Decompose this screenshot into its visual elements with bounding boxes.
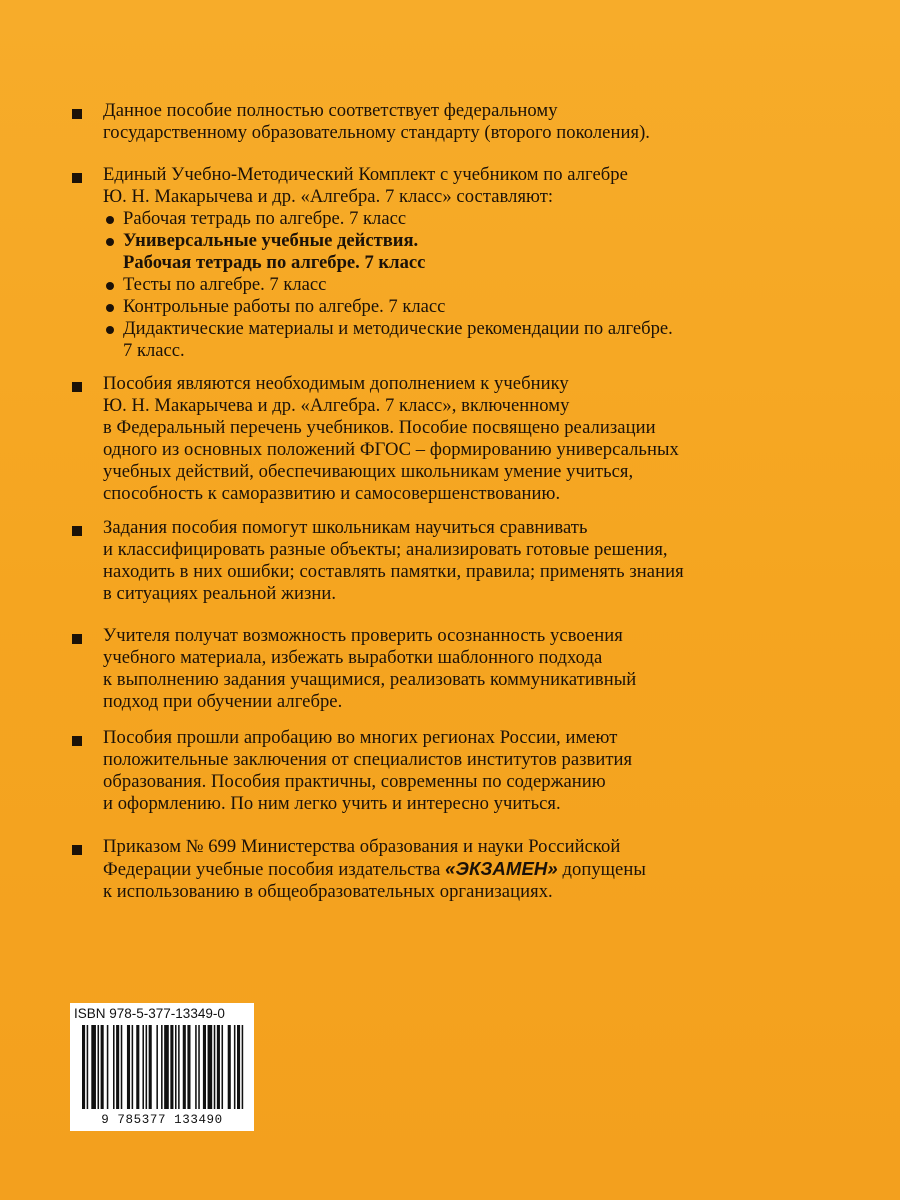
text-line: Пособия прошли апробацию во многих регионах России, имеют	[103, 727, 618, 748]
text-line: 7 класс.	[123, 340, 185, 361]
square-bullet-icon	[72, 526, 82, 536]
square-bullet-icon	[72, 736, 82, 746]
text-line: Универсальные учебные действия.	[123, 230, 419, 251]
text-line: и оформлению. По ним легко учить и интересно учиться.	[103, 793, 561, 814]
text-line	[103, 858, 852, 881]
text-line: одного из основных положений ФГОС – формированию универсальных	[103, 439, 679, 460]
paragraph-umk	[72, 164, 852, 362]
round-bullet-icon	[106, 282, 114, 290]
text-line: Ю. Н. Макарычева и др. «Алгебра. 7 класс», включенному	[103, 395, 570, 416]
paragraph-tasks	[72, 517, 852, 605]
umk-list-item	[103, 318, 852, 362]
text-line: Рабочая тетрадь по алгебре. 7 класс	[123, 208, 407, 229]
square-bullet-icon	[72, 109, 82, 119]
isbn-barcode	[70, 1003, 254, 1131]
round-bullet-icon	[106, 304, 114, 312]
round-bullet-icon	[106, 326, 114, 334]
text-line: образования. Пособия практичны, современны по содержанию	[103, 771, 606, 792]
umk-list-item	[103, 296, 852, 318]
umk-list-item	[103, 208, 852, 230]
text-line: Задания пособия помогут школьникам научиться сравнивать	[103, 517, 588, 538]
text-line: способность к саморазвитию и самосовершенствованию.	[103, 483, 561, 504]
text-line: Дидактические материалы и методические рекомендации по алгебре.	[123, 318, 673, 339]
text-line: государственному образовательному стандарту (второго поколения).	[103, 122, 651, 143]
text-line: к выполнению задания учащимися, реализовать коммуникативный	[103, 669, 637, 690]
paragraph-teachers	[72, 625, 852, 713]
text-line: учебных действий, обеспечивающих школьникам умение учиться,	[103, 461, 634, 482]
round-bullet-icon	[106, 216, 114, 224]
publisher-name: «ЭКЗАМЕН»	[445, 858, 558, 879]
umk-list	[103, 208, 852, 362]
round-bullet-icon	[106, 238, 114, 246]
text-line: Рабочая тетрадь по алгебре. 7 класс	[123, 252, 426, 273]
text-line: Данное пособие полностью соответствует федеральному	[103, 100, 558, 121]
text-line: Тесты по алгебре. 7 класс	[123, 274, 327, 295]
square-bullet-icon	[72, 173, 82, 183]
ean-digits: 9 785377 133490	[101, 1113, 223, 1127]
square-bullet-icon	[72, 634, 82, 644]
text-line: Единый Учебно-Методический Комплект с учебником по алгебре	[103, 164, 628, 185]
text-line: учебного материала, избежать выработки шаблонного подхода	[103, 647, 603, 668]
umk-list-item	[103, 274, 852, 296]
text-line: находить в них ошибки; составлять памятки, правила; применять знания	[103, 561, 684, 582]
isbn-label: ISBN 978-5-377-13349-0	[74, 1006, 225, 1021]
barcode-icon	[70, 1023, 254, 1113]
text-line: Пособия являются необходимым дополнением к учебнику	[103, 373, 569, 394]
square-bullet-icon	[72, 845, 82, 855]
text-line: в Федеральный перечень учебников. Пособие посвящено реализации	[103, 417, 656, 438]
paragraph-approbation	[72, 727, 852, 815]
text-line: в ситуациях реальной жизни.	[103, 583, 337, 604]
text-fragment: Федерации учебные пособия издательства	[103, 859, 446, 880]
paragraph-order	[72, 836, 852, 903]
umk-list-item	[103, 230, 852, 274]
paragraph-standard	[72, 100, 852, 144]
square-bullet-icon	[72, 382, 82, 392]
text-line: подход при обучении алгебре.	[103, 691, 343, 712]
paragraph-supplement	[72, 373, 852, 505]
text-line: Ю. Н. Макарычева и др. «Алгебра. 7 класс» составляют:	[103, 186, 554, 207]
text-line: и классифицировать разные объекты; анализировать готовые решения,	[103, 539, 668, 560]
text-line: Приказом № 699 Министерства образования и науки Российской	[103, 836, 621, 857]
text-line: к использованию в общеобразовательных организациях.	[103, 881, 553, 902]
text-line: Контрольные работы по алгебре. 7 класс	[123, 296, 446, 317]
text-fragment: допущены	[557, 859, 646, 880]
text-line: положительные заключения от специалистов институтов развития	[103, 749, 633, 770]
text-line: Учителя получат возможность проверить осознанность усвоения	[103, 625, 623, 646]
